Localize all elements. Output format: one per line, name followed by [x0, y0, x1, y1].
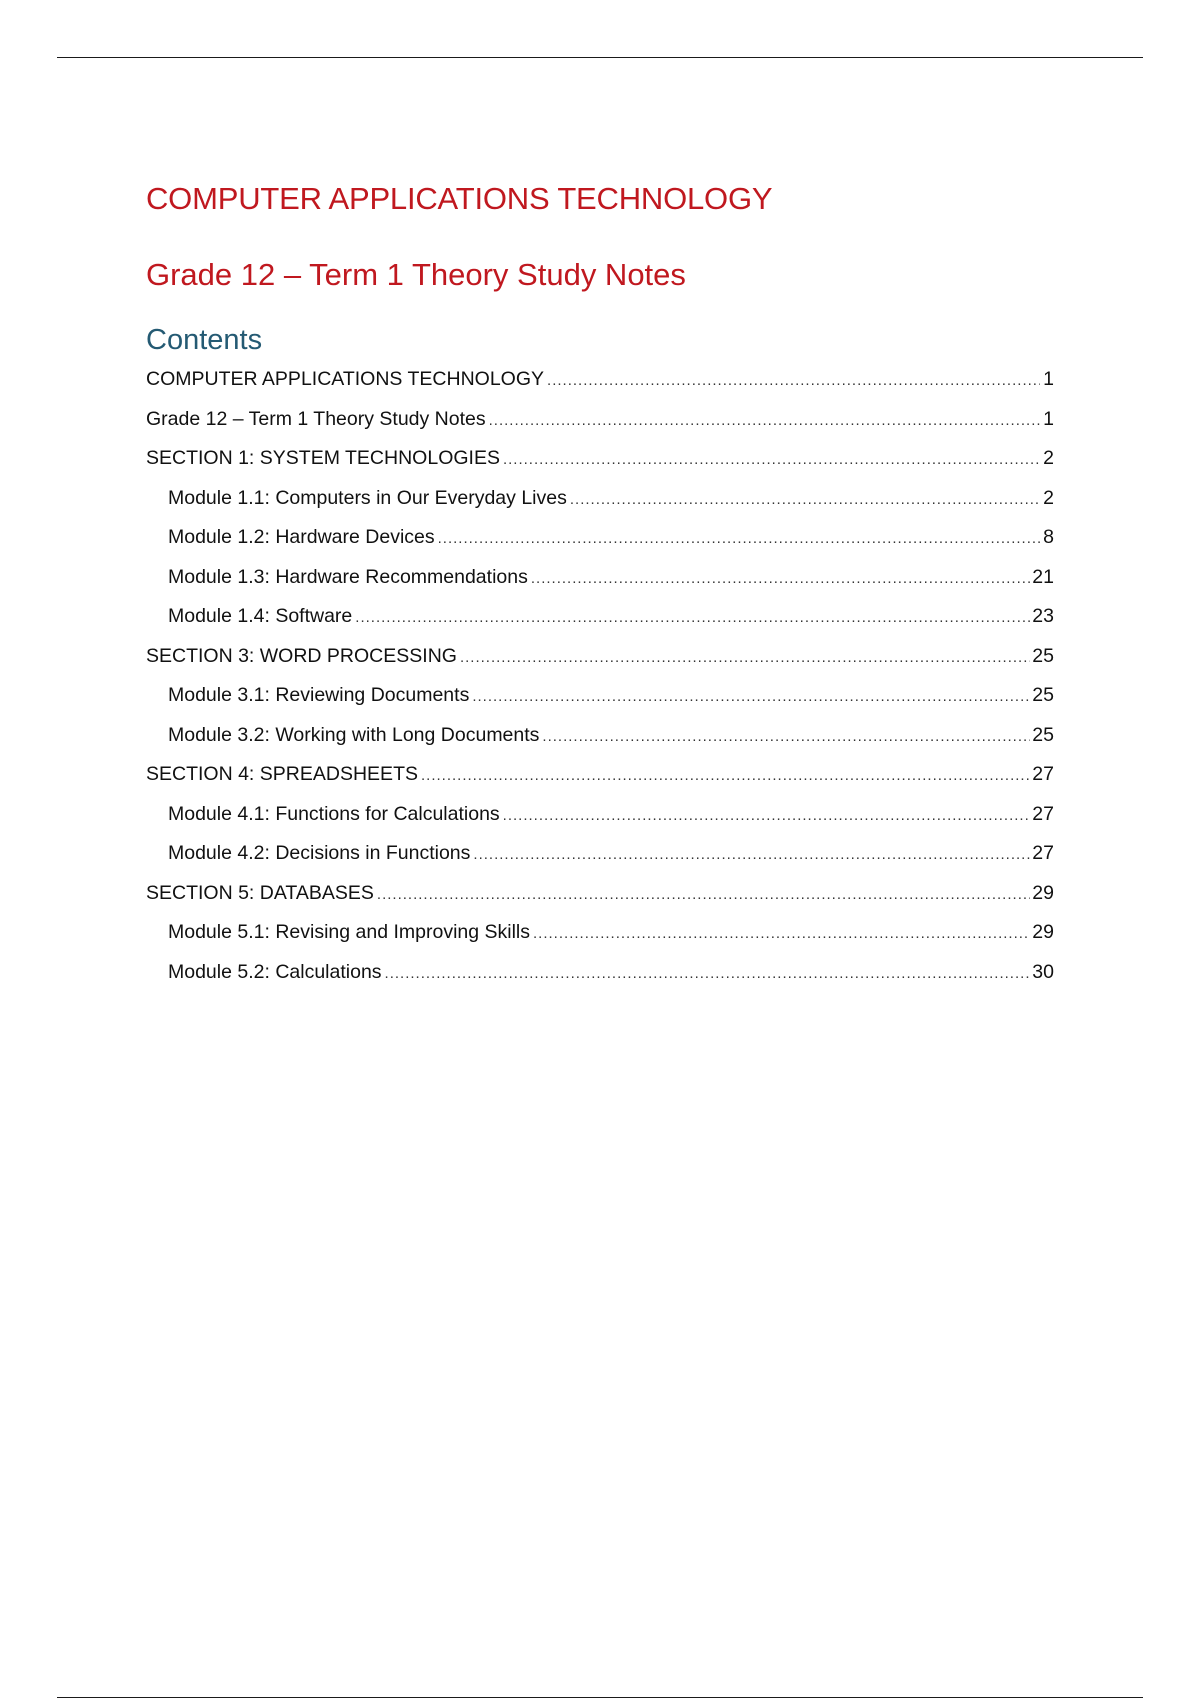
- toc-entry[interactable]: [146, 835, 1054, 875]
- toc-dot-leader: [542, 719, 1030, 755]
- toc-entry-text: Module 5.2: Calculations: [168, 960, 382, 983]
- toc-page-number: 2: [1043, 486, 1054, 509]
- toc-page-number: 29: [1032, 921, 1054, 943]
- toc-page-number: 1: [1043, 407, 1054, 430]
- toc-entry[interactable]: [146, 480, 1054, 520]
- toc-page-number: 23: [1032, 605, 1054, 627]
- toc-entry-text: Grade 12 – Term 1 Theory Study Notes: [146, 407, 486, 430]
- toc-page-number: 25: [1032, 723, 1054, 746]
- toc-dot-leader: [503, 798, 1031, 834]
- toc-page-number: 2: [1043, 447, 1054, 469]
- toc-entry[interactable]: [146, 519, 1054, 559]
- table-of-contents: [146, 361, 1054, 993]
- footer-rule: [57, 1697, 1143, 1698]
- toc-entry[interactable]: [146, 401, 1054, 441]
- toc-page-number: 25: [1032, 684, 1054, 706]
- toc-entry-text: Module 1.1: Computers in Our Everyday Lives: [168, 486, 567, 509]
- document-subtitle: Grade 12 – Term 1 Theory Study Notes: [146, 257, 686, 292]
- toc-entry-text: Module 4.2: Decisions in Functions: [168, 842, 471, 864]
- toc-heading: Contents: [146, 324, 263, 356]
- toc-page-number: 27: [1032, 763, 1054, 785]
- toc-entry-text: Module 1.2: Hardware Devices: [168, 526, 435, 548]
- toc-entry[interactable]: [146, 638, 1054, 678]
- toc-entry[interactable]: [146, 796, 1054, 836]
- toc-entry[interactable]: [146, 440, 1054, 480]
- toc-entry-text: SECTION 5: DATABASES: [146, 881, 374, 904]
- toc-entry[interactable]: [146, 914, 1054, 954]
- toc-entry-text: Module 1.3: Hardware Recommendations: [168, 565, 528, 588]
- toc-entry[interactable]: [146, 875, 1054, 915]
- toc-dot-leader: [421, 758, 1030, 794]
- toc-entry[interactable]: [146, 361, 1054, 401]
- toc-dot-leader: [531, 561, 1030, 597]
- toc-dot-leader: [503, 442, 1040, 478]
- toc-entry[interactable]: [146, 717, 1054, 757]
- toc-entry-text: Module 5.1: Revising and Improving Skills: [168, 921, 531, 943]
- toc-dot-leader: [355, 600, 1030, 636]
- toc-dot-leader: [472, 679, 1030, 715]
- toc-entry-text: Module 3.1: Reviewing Documents: [168, 684, 470, 706]
- toc-page-number: 8: [1043, 526, 1054, 548]
- toc-entry-text: SECTION 1: SYSTEM TECHNOLOGIES: [146, 447, 500, 469]
- toc-entry-text: Module 1.4: Software: [168, 605, 353, 627]
- toc-page-number: 25: [1032, 644, 1054, 667]
- toc-dot-leader: [489, 403, 1040, 439]
- toc-entry[interactable]: [146, 598, 1054, 638]
- document-title: COMPUTER APPLICATIONS TECHNOLOGY: [146, 181, 773, 216]
- toc-entry-text: SECTION 3: WORD PROCESSING: [146, 644, 457, 667]
- toc-entry[interactable]: [146, 677, 1054, 717]
- toc-dot-leader: [385, 956, 1031, 992]
- toc-page-number: 27: [1032, 842, 1054, 864]
- toc-dot-leader: [473, 837, 1030, 873]
- toc-dot-leader: [570, 482, 1040, 518]
- toc-dot-leader: [533, 916, 1030, 952]
- toc-entry[interactable]: [146, 954, 1054, 994]
- toc-page-number: 1: [1043, 368, 1054, 390]
- toc-entry[interactable]: [146, 756, 1054, 796]
- toc-entry-text: SECTION 4: SPREADSHEETS: [146, 763, 418, 785]
- toc-page-number: 29: [1032, 881, 1054, 904]
- toc-dot-leader: [547, 363, 1040, 399]
- toc-dot-leader: [438, 521, 1040, 557]
- toc-page-number: 30: [1032, 960, 1054, 983]
- toc-entry-text: Module 4.1: Functions for Calculations: [168, 802, 500, 825]
- toc-dot-leader: [460, 640, 1030, 676]
- toc-dot-leader: [377, 877, 1030, 913]
- toc-entry-text: Module 3.2: Working with Long Documents: [168, 723, 540, 746]
- header-rule: [57, 57, 1143, 58]
- toc-entry[interactable]: [146, 559, 1054, 599]
- toc-page-number: 27: [1032, 802, 1054, 825]
- toc-entry-text: COMPUTER APPLICATIONS TECHNOLOGY: [146, 368, 545, 390]
- toc-page-number: 21: [1032, 565, 1054, 588]
